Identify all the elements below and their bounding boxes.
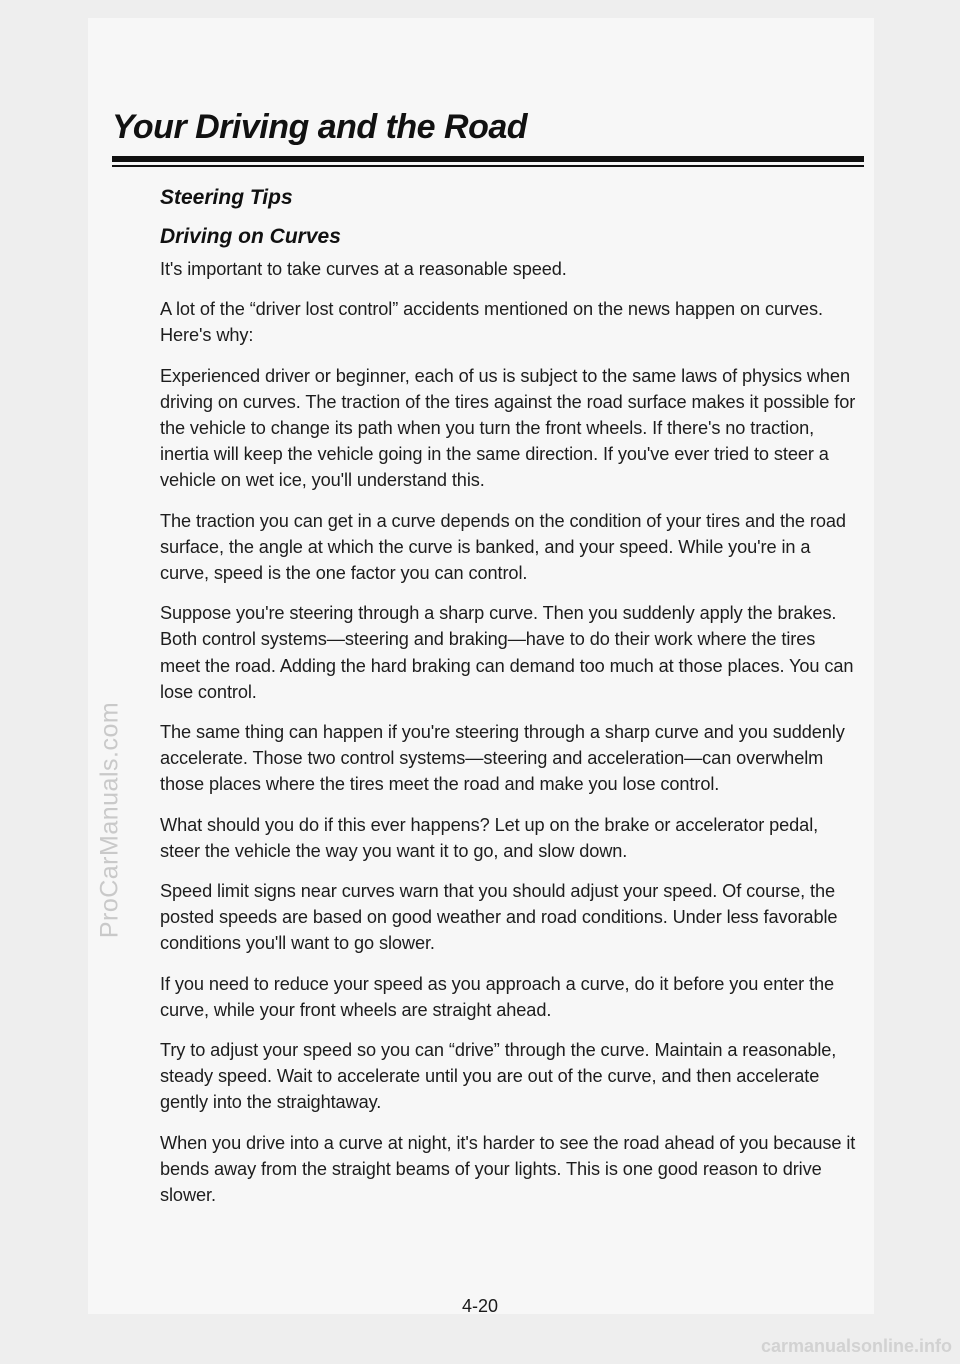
section-title: Steering Tips [160, 186, 293, 209]
chapter-title: Your Driving and the Road [112, 108, 528, 146]
paragraph: If you need to reduce your speed as you approach a curve, do it before you enter the curve, while your front wheels are straight ahead. [160, 973, 835, 1020]
paragraph: It's important to take curves at a reasonable speed. [160, 259, 567, 279]
paragraph: When you drive into a curve at night, it's harder to see the road ahead of you because it bends away from the straight beams of your lights. This is one good reason to drive slower. [160, 1132, 856, 1206]
bottom-watermark: carmanualsonline.info [760, 1336, 952, 1356]
paragraph: The same thing can happen if you're steering through a sharp curve and you suddenly accelerate. Those two control systems—steering and acceleration—can overwhelm those places where the tires meet the road and make you lose control. [160, 722, 845, 795]
page-number: 4-20 [461, 1296, 499, 1316]
body-text [160, 256, 860, 1222]
header-rule-thin [112, 165, 864, 167]
paragraph: Suppose you're steering through a sharp curve. Then you suddenly apply the brakes. Both control systems—steering and braking—have to do their work where the tires meet the road. Adding the hard braking can demand too much at those places. You can lose control. [160, 603, 854, 702]
subsection-title: Driving on Curves [160, 225, 341, 248]
side-watermark: ProCarManuals.com [95, 701, 124, 939]
paragraph: Experienced driver or beginner, each of us is subject to the same laws of physics when driving on curves. The traction of the tires against the road surface makes it possible for the vehicle to change its path when you turn the front wheels. If there's no traction, inertia will keep the vehicle going in the same direction. If you've ever tried to steer a vehicle on wet ice, you'll understand this. [160, 365, 856, 491]
header-rule-thick [112, 156, 864, 162]
paragraph: The traction you can get in a curve depends on the condition of your tires and the road surface, the angle at which the curve is banked, and your speed. While you're in a curve, speed is the one factor you can control. [160, 510, 846, 584]
paragraph: A lot of the “driver lost control” accidents mentioned on the news happen on curves. Here's why: [160, 299, 823, 346]
paragraph: Speed limit signs near curves warn that you should adjust your speed. Of course, the posted speeds are based on good weather and road conditions. Under less favorable conditions you'll want to go slower. [160, 881, 838, 954]
paragraph: What should you do if this ever happens? Let up on the brake or accelerator pedal, steer the vehicle the way you want it to go, and slow down. [160, 814, 819, 861]
paragraph: Try to adjust your speed so you can “drive” through the curve. Maintain a reasonable, steady speed. Wait to accelerate until you are out of the curve, and then accelerate gently into the straightaway. [160, 1040, 837, 1113]
